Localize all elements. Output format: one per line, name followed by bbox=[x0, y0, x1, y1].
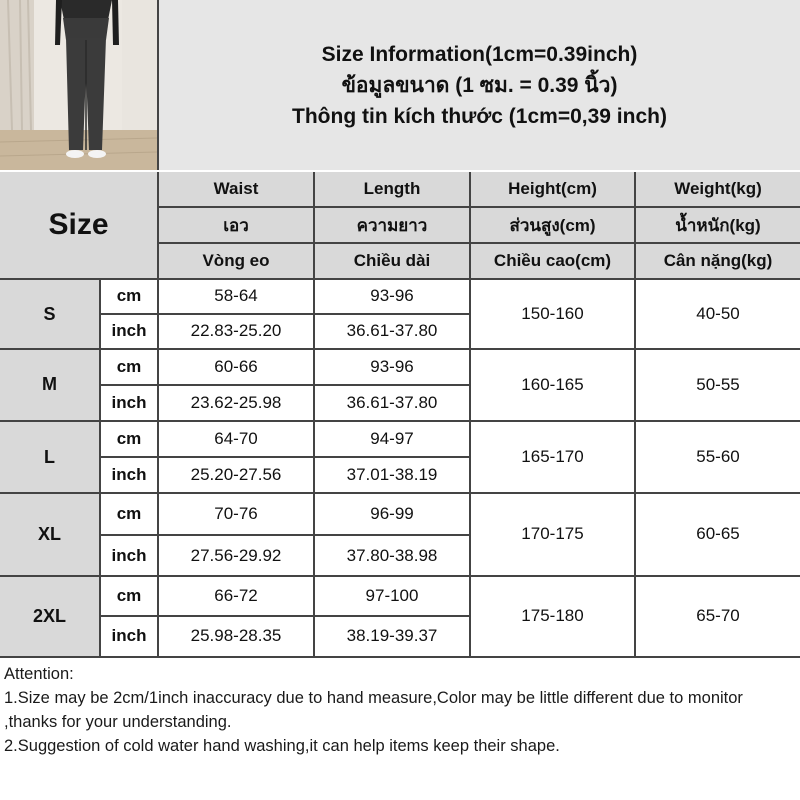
height-range: 160-165 bbox=[470, 349, 635, 421]
col-weight-en: Weight(kg) bbox=[635, 172, 800, 207]
length-inch: 37.01-38.19 bbox=[314, 457, 470, 493]
height-range: 165-170 bbox=[470, 421, 635, 493]
length-cm: 93-96 bbox=[314, 279, 470, 313]
waist-cm: 70-76 bbox=[158, 493, 314, 535]
unit-inch: inch bbox=[100, 457, 158, 493]
product-photo bbox=[0, 0, 159, 170]
waist-cm: 58-64 bbox=[158, 279, 314, 313]
size-cell: S bbox=[0, 279, 100, 348]
length-cm: 94-97 bbox=[314, 421, 470, 457]
size-cell: L bbox=[0, 421, 100, 493]
size-cell: M bbox=[0, 349, 100, 421]
length-inch: 36.61-37.80 bbox=[314, 385, 470, 421]
col-waist-en: Waist bbox=[158, 172, 314, 207]
col-weight-th: น้ำหนัก(kg) bbox=[635, 207, 800, 243]
size-information-title bbox=[159, 0, 800, 170]
waist-inch: 25.98-28.35 bbox=[158, 616, 314, 657]
col-weight-vi: Cân nặng(kg) bbox=[635, 243, 800, 279]
unit-cm: cm bbox=[100, 576, 158, 616]
col-height-th: ส่วนสูง(cm) bbox=[470, 207, 635, 243]
unit-cm: cm bbox=[100, 493, 158, 535]
attention-notes bbox=[4, 662, 794, 758]
title-english: Size Information(1cm=0.39inch) bbox=[321, 42, 638, 66]
col-waist-vi: Vòng eo bbox=[158, 243, 314, 279]
col-length-vi: Chiều dài bbox=[314, 243, 470, 279]
unit-cm: cm bbox=[100, 421, 158, 457]
unit-cm: cm bbox=[100, 279, 158, 313]
unit-cm: cm bbox=[100, 349, 158, 385]
waist-inch: 27.56-29.92 bbox=[158, 535, 314, 575]
col-height-en: Height(cm) bbox=[470, 172, 635, 207]
col-length-en: Length bbox=[314, 172, 470, 207]
unit-inch: inch bbox=[100, 535, 158, 575]
height-range: 170-175 bbox=[470, 493, 635, 575]
weight-range: 50-55 bbox=[635, 349, 800, 421]
height-range: 175-180 bbox=[470, 576, 635, 657]
unit-inch: inch bbox=[100, 616, 158, 657]
length-inch: 38.19-39.37 bbox=[314, 616, 470, 657]
attention-title: Attention: bbox=[4, 665, 74, 683]
length-cm: 93-96 bbox=[314, 349, 470, 385]
waist-inch: 22.83-25.20 bbox=[158, 314, 314, 349]
unit-inch: inch bbox=[100, 314, 158, 349]
product-photo-illustration bbox=[0, 0, 157, 170]
waist-cm: 66-72 bbox=[158, 576, 314, 616]
attention-note-1: 1.Size may be 2cm/1inch inaccuracy due to hand measure,Color may be little different due to monitor ,thanks for your understanding. bbox=[4, 689, 743, 731]
col-waist-th: เอว bbox=[158, 207, 314, 243]
col-length-th: ความยาว bbox=[314, 207, 470, 243]
waist-inch: 23.62-25.98 bbox=[158, 385, 314, 421]
header bbox=[0, 0, 800, 174]
waist-cm: 60-66 bbox=[158, 349, 314, 385]
size-cell: 2XL bbox=[0, 576, 100, 657]
length-cm: 96-99 bbox=[314, 493, 470, 535]
length-inch: 37.80-38.98 bbox=[314, 535, 470, 575]
weight-range: 65-70 bbox=[635, 576, 800, 657]
height-range: 150-160 bbox=[470, 279, 635, 348]
length-cm: 97-100 bbox=[314, 576, 470, 616]
attention-note-2: 2.Suggestion of cold water hand washing,it can help items keep their shape. bbox=[4, 737, 560, 755]
length-inch: 36.61-37.80 bbox=[314, 314, 470, 349]
unit-inch: inch bbox=[100, 385, 158, 421]
col-height-vi: Chiều cao(cm) bbox=[470, 243, 635, 279]
size-cell: XL bbox=[0, 493, 100, 575]
waist-inch: 25.20-27.56 bbox=[158, 457, 314, 493]
weight-range: 55-60 bbox=[635, 421, 800, 493]
size-chart-table bbox=[0, 172, 800, 658]
weight-range: 40-50 bbox=[635, 279, 800, 348]
title-thai: ข้อมูลขนาด (1 ซม. = 0.39 นิ้ว) bbox=[341, 73, 618, 97]
weight-range: 60-65 bbox=[635, 493, 800, 575]
title-vietnamese: Thông tin kích thước (1cm=0,39 inch) bbox=[292, 104, 667, 128]
size-header: Size bbox=[0, 172, 158, 279]
waist-cm: 64-70 bbox=[158, 421, 314, 457]
